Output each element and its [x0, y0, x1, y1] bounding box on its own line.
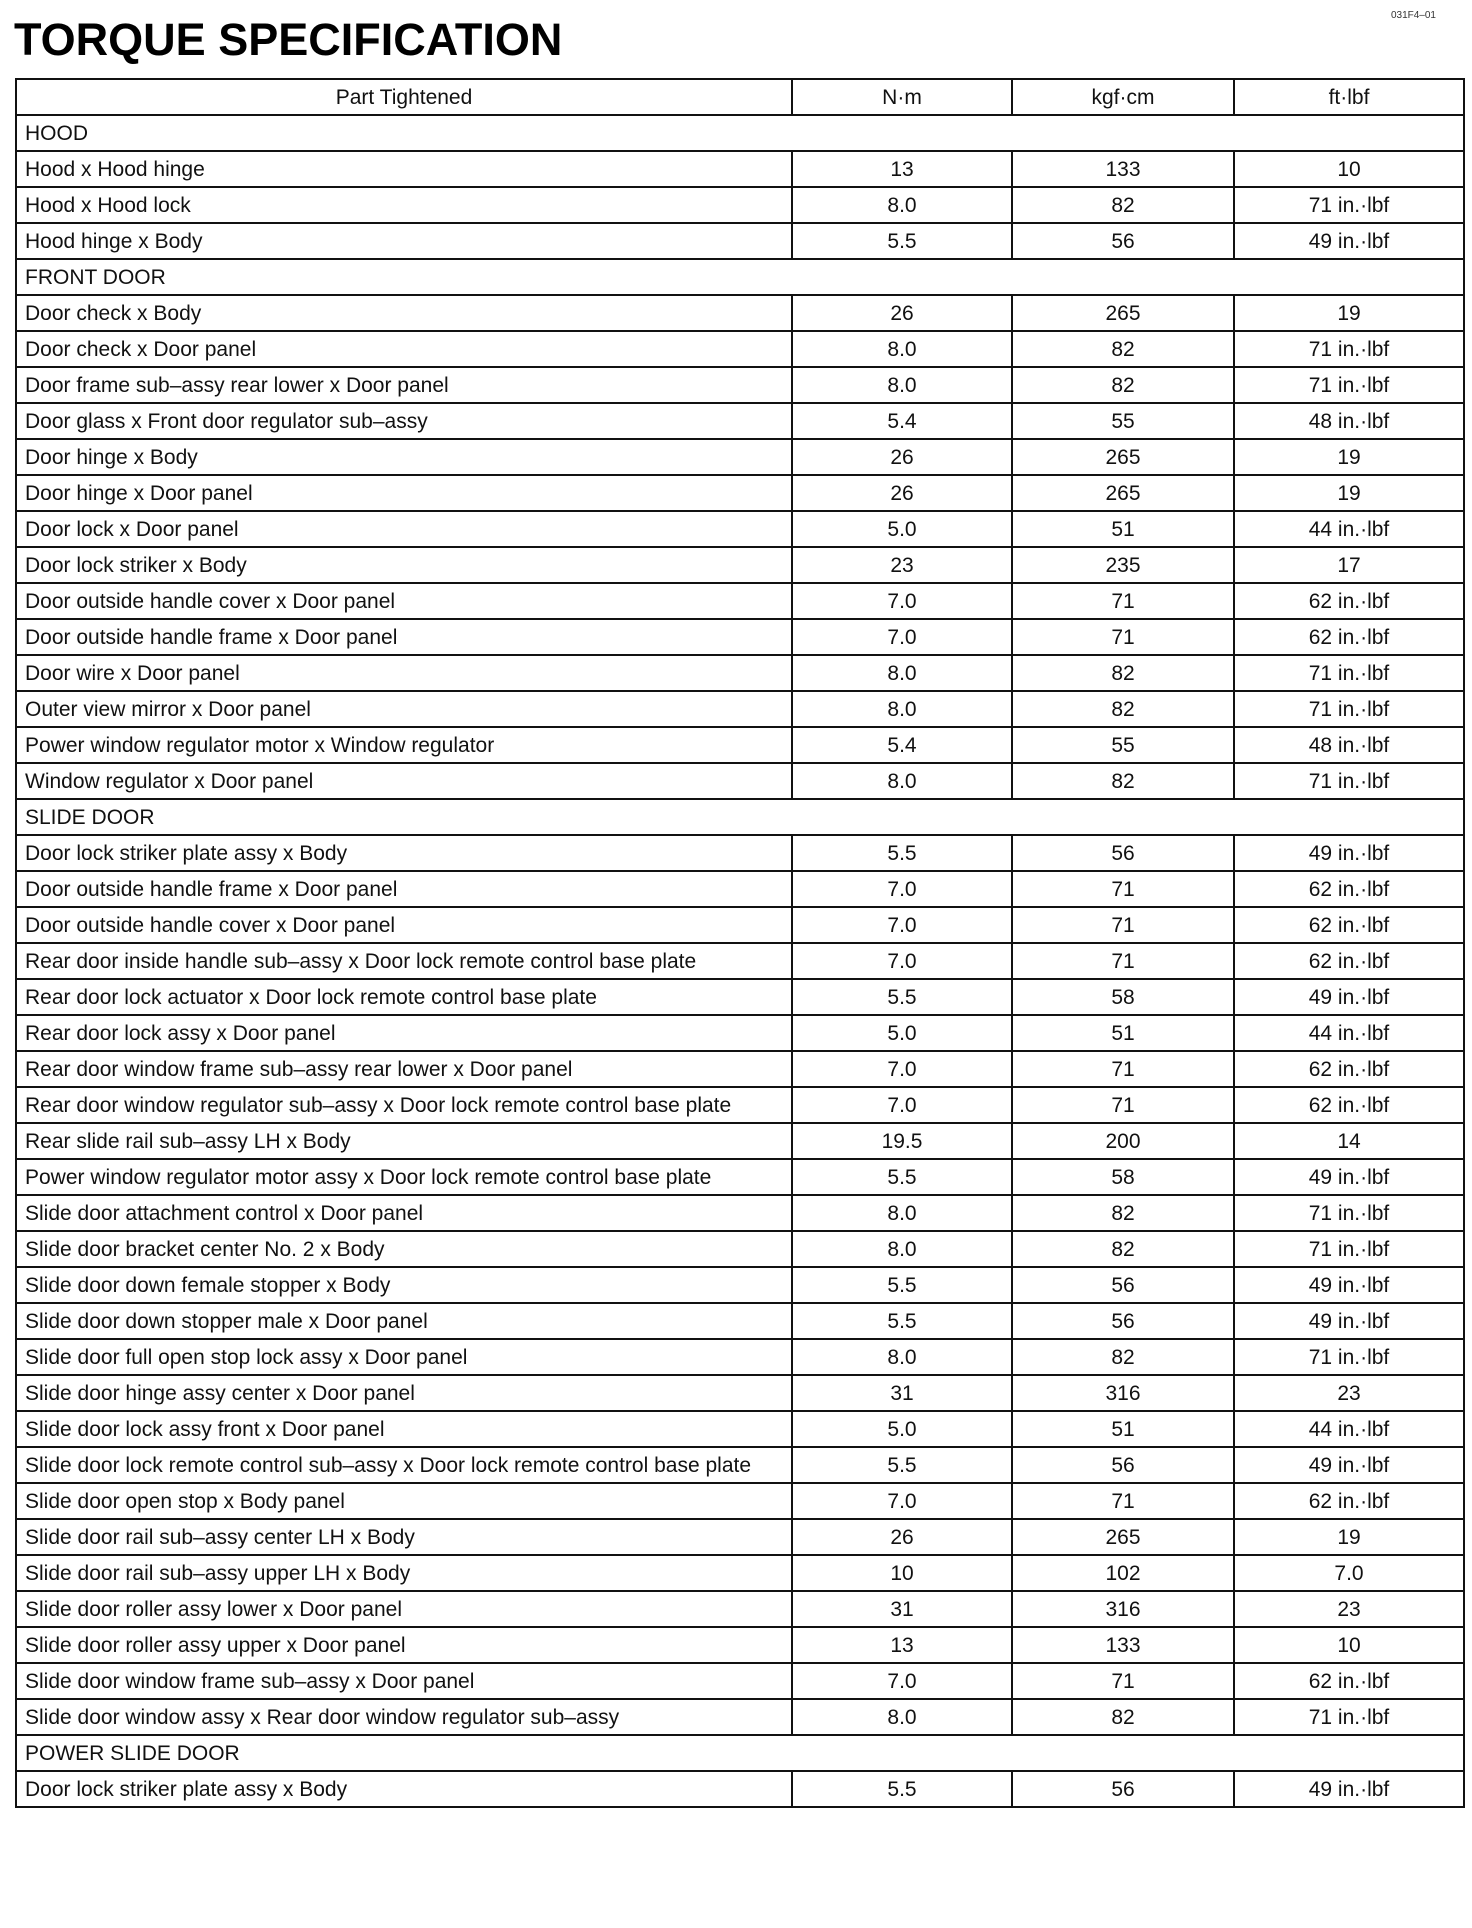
- cell-kgfcm: 71: [1012, 1051, 1234, 1087]
- cell-ftlbf: 49 in.·lbf: [1234, 1159, 1464, 1195]
- cell-nm: 13: [792, 1627, 1012, 1663]
- cell-part: Slide door down stopper male x Door panel: [16, 1303, 792, 1339]
- cell-nm: 5.5: [792, 979, 1012, 1015]
- cell-part: Slide door rail sub–assy upper LH x Body: [16, 1555, 792, 1591]
- cell-ftlbf: 10: [1234, 151, 1464, 187]
- cell-part: Door wire x Door panel: [16, 655, 792, 691]
- cell-ftlbf: 71 in.·lbf: [1234, 331, 1464, 367]
- cell-part: Slide door hinge assy center x Door panel: [16, 1375, 792, 1411]
- cell-kgfcm: 102: [1012, 1555, 1234, 1591]
- cell-nm: 7.0: [792, 1663, 1012, 1699]
- cell-kgfcm: 82: [1012, 763, 1234, 799]
- cell-part: Slide door window frame sub–assy x Door panel: [16, 1663, 792, 1699]
- table-row: [16, 907, 1464, 943]
- cell-part: Slide door down female stopper x Body: [16, 1267, 792, 1303]
- cell-part: Slide door open stop x Body panel: [16, 1483, 792, 1519]
- cell-part: Door glass x Front door regulator sub–assy: [16, 403, 792, 439]
- cell-nm: 19.5: [792, 1123, 1012, 1159]
- cell-ftlbf: 48 in.·lbf: [1234, 403, 1464, 439]
- cell-nm: 26: [792, 295, 1012, 331]
- cell-nm: 8.0: [792, 1231, 1012, 1267]
- cell-part: Slide door roller assy upper x Door panel: [16, 1627, 792, 1663]
- table-row: [16, 403, 1464, 439]
- cell-nm: 13: [792, 151, 1012, 187]
- table-row: [16, 763, 1464, 799]
- table-row: [16, 223, 1464, 259]
- header-kgfcm: kgf·cm: [1012, 79, 1234, 115]
- cell-kgfcm: 265: [1012, 295, 1234, 331]
- cell-kgfcm: 82: [1012, 1231, 1234, 1267]
- table-row: [16, 1375, 1464, 1411]
- cell-part: Door lock striker plate assy x Body: [16, 1771, 792, 1807]
- cell-nm: 8.0: [792, 331, 1012, 367]
- cell-kgfcm: 56: [1012, 1303, 1234, 1339]
- table-row: [16, 475, 1464, 511]
- table-row: [16, 1123, 1464, 1159]
- cell-ftlbf: 71 in.·lbf: [1234, 187, 1464, 223]
- cell-kgfcm: 58: [1012, 1159, 1234, 1195]
- cell-ftlbf: 62 in.·lbf: [1234, 1087, 1464, 1123]
- cell-ftlbf: 48 in.·lbf: [1234, 727, 1464, 763]
- cell-part: Slide door attachment control x Door panel: [16, 1195, 792, 1231]
- cell-nm: 7.0: [792, 583, 1012, 619]
- cell-nm: 5.0: [792, 511, 1012, 547]
- cell-kgfcm: 51: [1012, 1411, 1234, 1447]
- cell-kgfcm: 316: [1012, 1591, 1234, 1627]
- cell-ftlbf: 62 in.·lbf: [1234, 1483, 1464, 1519]
- table-row: [16, 511, 1464, 547]
- cell-kgfcm: 55: [1012, 403, 1234, 439]
- cell-nm: 8.0: [792, 367, 1012, 403]
- cell-kgfcm: 58: [1012, 979, 1234, 1015]
- table-row: [16, 1699, 1464, 1735]
- cell-kgfcm: 51: [1012, 511, 1234, 547]
- cell-kgfcm: 82: [1012, 655, 1234, 691]
- cell-nm: 7.0: [792, 907, 1012, 943]
- cell-ftlbf: 62 in.·lbf: [1234, 1663, 1464, 1699]
- table-row: [16, 439, 1464, 475]
- section-row: [16, 1735, 1464, 1771]
- cell-nm: 23: [792, 547, 1012, 583]
- cell-nm: 31: [792, 1375, 1012, 1411]
- section-row: [16, 259, 1464, 295]
- table-row: [16, 1483, 1464, 1519]
- table-row: [16, 151, 1464, 187]
- cell-part: Door lock striker plate assy x Body: [16, 835, 792, 871]
- cell-ftlbf: 71 in.·lbf: [1234, 655, 1464, 691]
- cell-nm: 5.4: [792, 403, 1012, 439]
- cell-nm: 5.0: [792, 1411, 1012, 1447]
- header-nm: N·m: [792, 79, 1012, 115]
- cell-kgfcm: 82: [1012, 187, 1234, 223]
- cell-ftlbf: 17: [1234, 547, 1464, 583]
- table-row: [16, 727, 1464, 763]
- cell-part: Door outside handle frame x Door panel: [16, 871, 792, 907]
- section-row: [16, 799, 1464, 835]
- cell-part: Door hinge x Body: [16, 439, 792, 475]
- table-row: [16, 655, 1464, 691]
- table-row: [16, 1195, 1464, 1231]
- cell-ftlbf: 49 in.·lbf: [1234, 223, 1464, 259]
- cell-ftlbf: 71 in.·lbf: [1234, 1699, 1464, 1735]
- cell-kgfcm: 133: [1012, 1627, 1234, 1663]
- header-ftlbf: ft·lbf: [1234, 79, 1464, 115]
- table-row: [16, 583, 1464, 619]
- table-row: [16, 1627, 1464, 1663]
- cell-kgfcm: 82: [1012, 691, 1234, 727]
- cell-ftlbf: 49 in.·lbf: [1234, 1303, 1464, 1339]
- cell-part: Door frame sub–assy rear lower x Door panel: [16, 367, 792, 403]
- cell-kgfcm: 71: [1012, 1483, 1234, 1519]
- table-row: [16, 1663, 1464, 1699]
- cell-ftlbf: 62 in.·lbf: [1234, 619, 1464, 655]
- cell-part: Slide door rail sub–assy center LH x Body: [16, 1519, 792, 1555]
- cell-part: Hood x Hood hinge: [16, 151, 792, 187]
- header-row: [16, 79, 1464, 115]
- cell-part: Slide door full open stop lock assy x Door panel: [16, 1339, 792, 1375]
- cell-part: Rear door lock assy x Door panel: [16, 1015, 792, 1051]
- cell-nm: 31: [792, 1591, 1012, 1627]
- cell-kgfcm: 56: [1012, 223, 1234, 259]
- table-row: [16, 1591, 1464, 1627]
- table-row: [16, 295, 1464, 331]
- cell-kgfcm: 71: [1012, 1087, 1234, 1123]
- cell-kgfcm: 265: [1012, 475, 1234, 511]
- cell-nm: 5.5: [792, 1447, 1012, 1483]
- table-row: [16, 1555, 1464, 1591]
- cell-part: Power window regulator motor x Window regulator: [16, 727, 792, 763]
- cell-ftlbf: 62 in.·lbf: [1234, 871, 1464, 907]
- cell-part: Rear slide rail sub–assy LH x Body: [16, 1123, 792, 1159]
- table-row: [16, 835, 1464, 871]
- cell-nm: 7.0: [792, 871, 1012, 907]
- cell-nm: 8.0: [792, 1339, 1012, 1375]
- page-title: TORQUE SPECIFICATION: [14, 14, 563, 65]
- cell-kgfcm: 82: [1012, 1699, 1234, 1735]
- cell-kgfcm: 82: [1012, 1339, 1234, 1375]
- section-heading: FRONT DOOR: [16, 259, 1464, 295]
- cell-kgfcm: 71: [1012, 907, 1234, 943]
- cell-part: Door check x Door panel: [16, 331, 792, 367]
- cell-kgfcm: 71: [1012, 619, 1234, 655]
- table-row: [16, 1339, 1464, 1375]
- cell-kgfcm: 51: [1012, 1015, 1234, 1051]
- table-row: [16, 1267, 1464, 1303]
- table-row: [16, 871, 1464, 907]
- cell-ftlbf: 7.0: [1234, 1555, 1464, 1591]
- cell-nm: 5.5: [792, 1771, 1012, 1807]
- cell-kgfcm: 56: [1012, 1771, 1234, 1807]
- cell-nm: 5.5: [792, 1267, 1012, 1303]
- cell-part: Door outside handle cover x Door panel: [16, 907, 792, 943]
- cell-part: Door check x Body: [16, 295, 792, 331]
- cell-part: Door outside handle frame x Door panel: [16, 619, 792, 655]
- cell-kgfcm: 316: [1012, 1375, 1234, 1411]
- cell-part: Rear door window frame sub–assy rear lower x Door panel: [16, 1051, 792, 1087]
- cell-nm: 5.5: [792, 835, 1012, 871]
- cell-ftlbf: 62 in.·lbf: [1234, 583, 1464, 619]
- cell-part: Slide door lock assy front x Door panel: [16, 1411, 792, 1447]
- cell-kgfcm: 82: [1012, 1195, 1234, 1231]
- cell-nm: 7.0: [792, 1051, 1012, 1087]
- cell-kgfcm: 56: [1012, 835, 1234, 871]
- table-body: [16, 115, 1464, 1807]
- cell-kgfcm: 235: [1012, 547, 1234, 583]
- cell-part: Slide door bracket center No. 2 x Body: [16, 1231, 792, 1267]
- cell-kgfcm: 71: [1012, 943, 1234, 979]
- table-row: [16, 187, 1464, 223]
- cell-nm: 8.0: [792, 763, 1012, 799]
- cell-ftlbf: 71 in.·lbf: [1234, 1231, 1464, 1267]
- cell-ftlbf: 62 in.·lbf: [1234, 1051, 1464, 1087]
- cell-ftlbf: 23: [1234, 1591, 1464, 1627]
- cell-kgfcm: 56: [1012, 1447, 1234, 1483]
- cell-nm: 7.0: [792, 943, 1012, 979]
- cell-nm: 10: [792, 1555, 1012, 1591]
- cell-ftlbf: 62 in.·lbf: [1234, 943, 1464, 979]
- cell-part: Rear door window regulator sub–assy x Door lock remote control base plate: [16, 1087, 792, 1123]
- cell-kgfcm: 200: [1012, 1123, 1234, 1159]
- cell-part: Slide door roller assy lower x Door panel: [16, 1591, 792, 1627]
- cell-kgfcm: 265: [1012, 439, 1234, 475]
- cell-nm: 26: [792, 439, 1012, 475]
- cell-ftlbf: 19: [1234, 1519, 1464, 1555]
- section-row: [16, 115, 1464, 151]
- cell-nm: 5.5: [792, 1159, 1012, 1195]
- cell-nm: 7.0: [792, 1087, 1012, 1123]
- table-row: [16, 943, 1464, 979]
- cell-part: Door outside handle cover x Door panel: [16, 583, 792, 619]
- cell-nm: 8.0: [792, 691, 1012, 727]
- table-row: [16, 1771, 1464, 1807]
- cell-ftlbf: 71 in.·lbf: [1234, 1195, 1464, 1231]
- cell-nm: 8.0: [792, 1195, 1012, 1231]
- cell-kgfcm: 265: [1012, 1519, 1234, 1555]
- cell-part: Slide door lock remote control sub–assy x Door lock remote control base plate: [16, 1447, 792, 1483]
- cell-ftlbf: 71 in.·lbf: [1234, 1339, 1464, 1375]
- table-row: [16, 1411, 1464, 1447]
- cell-kgfcm: 71: [1012, 871, 1234, 907]
- document-id: 031F4–01: [1390, 10, 1436, 21]
- cell-part: Door hinge x Door panel: [16, 475, 792, 511]
- cell-part: Outer view mirror x Door panel: [16, 691, 792, 727]
- cell-ftlbf: 71 in.·lbf: [1234, 691, 1464, 727]
- cell-ftlbf: 14: [1234, 1123, 1464, 1159]
- table-row: [16, 367, 1464, 403]
- cell-kgfcm: 71: [1012, 1663, 1234, 1699]
- cell-ftlbf: 49 in.·lbf: [1234, 1447, 1464, 1483]
- table-row: [16, 1015, 1464, 1051]
- cell-ftlbf: 44 in.·lbf: [1234, 511, 1464, 547]
- cell-part: Door lock striker x Body: [16, 547, 792, 583]
- cell-nm: 8.0: [792, 187, 1012, 223]
- section-heading: SLIDE DOOR: [16, 799, 1464, 835]
- cell-kgfcm: 71: [1012, 583, 1234, 619]
- cell-ftlbf: 19: [1234, 295, 1464, 331]
- table-row: [16, 1231, 1464, 1267]
- cell-ftlbf: 49 in.·lbf: [1234, 835, 1464, 871]
- cell-part: Rear door inside handle sub–assy x Door lock remote control base plate: [16, 943, 792, 979]
- table-row: [16, 691, 1464, 727]
- cell-kgfcm: 56: [1012, 1267, 1234, 1303]
- section-heading: POWER SLIDE DOOR: [16, 1735, 1464, 1771]
- cell-ftlbf: 62 in.·lbf: [1234, 907, 1464, 943]
- cell-nm: 5.5: [792, 1303, 1012, 1339]
- torque-table: [15, 78, 1465, 1808]
- header-part-tightened: Part Tightened: [16, 79, 792, 115]
- cell-nm: 5.0: [792, 1015, 1012, 1051]
- cell-ftlbf: 19: [1234, 475, 1464, 511]
- cell-kgfcm: 82: [1012, 367, 1234, 403]
- cell-nm: 8.0: [792, 655, 1012, 691]
- table-row: [16, 331, 1464, 367]
- cell-part: Slide door window assy x Rear door window regulator sub–assy: [16, 1699, 792, 1735]
- table-row: [16, 1159, 1464, 1195]
- cell-part: Door lock x Door panel: [16, 511, 792, 547]
- table-row: [16, 1051, 1464, 1087]
- cell-kgfcm: 82: [1012, 331, 1234, 367]
- cell-ftlbf: 19: [1234, 439, 1464, 475]
- cell-ftlbf: 49 in.·lbf: [1234, 979, 1464, 1015]
- cell-nm: 7.0: [792, 1483, 1012, 1519]
- table-row: [16, 1447, 1464, 1483]
- cell-nm: 5.4: [792, 727, 1012, 763]
- cell-kgfcm: 55: [1012, 727, 1234, 763]
- table-row: [16, 1519, 1464, 1555]
- cell-nm: 26: [792, 1519, 1012, 1555]
- cell-part: Window regulator x Door panel: [16, 763, 792, 799]
- cell-ftlbf: 49 in.·lbf: [1234, 1771, 1464, 1807]
- cell-kgfcm: 133: [1012, 151, 1234, 187]
- cell-part: Hood x Hood lock: [16, 187, 792, 223]
- table-row: [16, 547, 1464, 583]
- cell-ftlbf: 71 in.·lbf: [1234, 367, 1464, 403]
- table-row: [16, 619, 1464, 655]
- cell-ftlbf: 44 in.·lbf: [1234, 1411, 1464, 1447]
- cell-nm: 8.0: [792, 1699, 1012, 1735]
- cell-ftlbf: 10: [1234, 1627, 1464, 1663]
- table-row: [16, 1087, 1464, 1123]
- cell-nm: 7.0: [792, 619, 1012, 655]
- table-row: [16, 1303, 1464, 1339]
- cell-ftlbf: 44 in.·lbf: [1234, 1015, 1464, 1051]
- cell-part: Rear door lock actuator x Door lock remote control base plate: [16, 979, 792, 1015]
- cell-nm: 5.5: [792, 223, 1012, 259]
- cell-ftlbf: 71 in.·lbf: [1234, 763, 1464, 799]
- cell-part: Hood hinge x Body: [16, 223, 792, 259]
- cell-part: Power window regulator motor assy x Door lock remote control base plate: [16, 1159, 792, 1195]
- section-heading: HOOD: [16, 115, 1464, 151]
- table-row: [16, 979, 1464, 1015]
- cell-ftlbf: 49 in.·lbf: [1234, 1267, 1464, 1303]
- cell-ftlbf: 23: [1234, 1375, 1464, 1411]
- cell-nm: 26: [792, 475, 1012, 511]
